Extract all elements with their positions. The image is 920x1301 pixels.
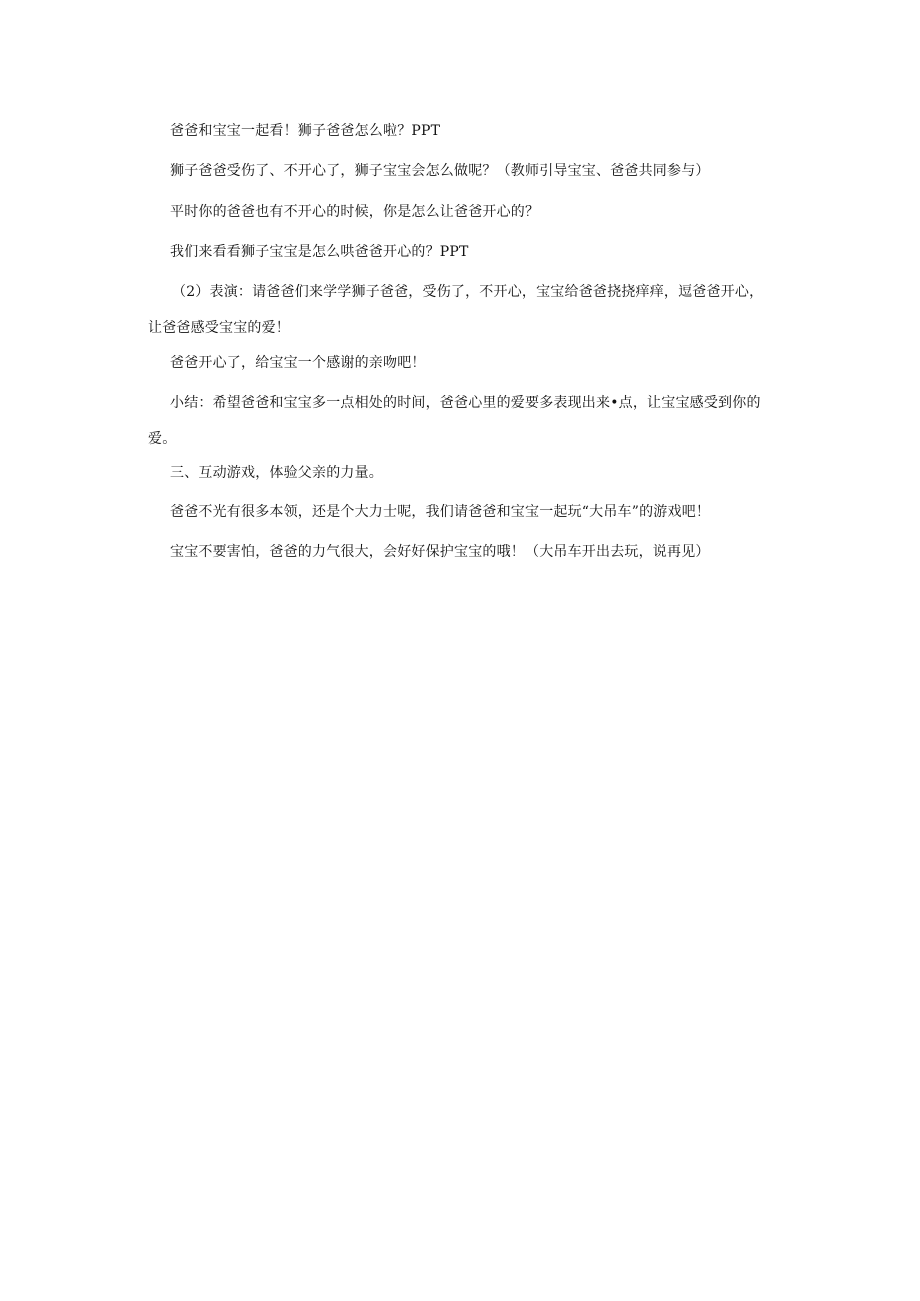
- paragraph-9: 爸爸不光有很多本领，还是个大力士呢，我们请爸爸和宝宝一起玩“大吊车”的游戏吧！: [170, 504, 711, 520]
- paragraph-10: 宝宝不要害怕，爸爸的力气很大，会好好保护宝宝的哦！（大吊车开出去玩，说再见）: [170, 544, 710, 560]
- paragraph-3: 平时你的爸爸也有不开心的时候，你是怎么让爸爸开心的？: [170, 204, 540, 220]
- paragraph-1: 爸爸和宝宝一起看！狮子爸爸怎么啦？PPT: [170, 123, 441, 139]
- paragraph-5: （2）表演：请爸爸们来学学狮子爸爸，受伤了，不开心，宝宝给爸爸挠挠痒痒，逗爸爸开心，让爸爸感受宝宝的爱！: [148, 284, 764, 336]
- paragraph-2: 狮子爸爸受伤了、不开心了，狮子宝宝会怎么做呢？（教师引导宝宝、爸爸共同参与）: [170, 163, 710, 179]
- paragraph-6: 爸爸开心了，给宝宝一个感谢的亲吻吧！: [170, 355, 426, 371]
- section-heading: 三、互动游戏，体验父亲的力量。: [170, 465, 383, 481]
- paragraph-7: 小结：希望爸爸和宝宝多一点相处的时间，爸爸心里的爱要多表现出来•点，让宝宝感受到你的爱。: [148, 395, 761, 447]
- paragraph-4: 我们来看看狮子宝宝是怎么哄爸爸开心的？PPT: [170, 244, 469, 260]
